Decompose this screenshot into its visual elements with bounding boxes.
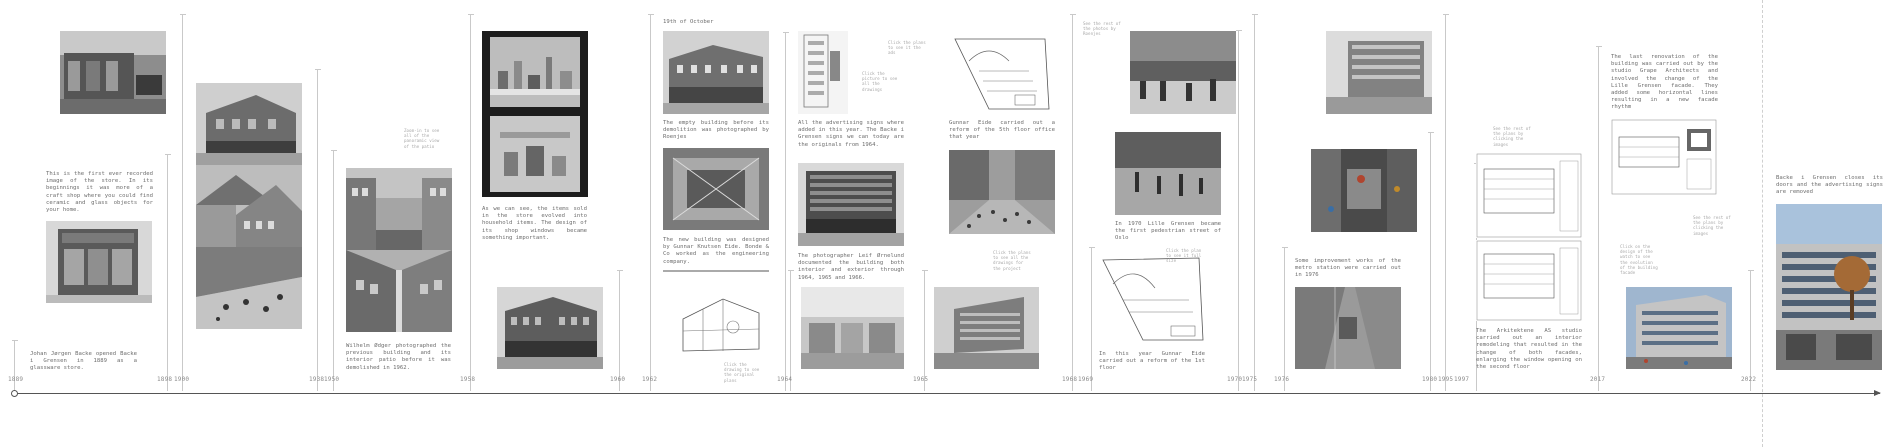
photo-corner-building-1960[interactable]: [497, 287, 603, 369]
year-marker-1969: [1091, 247, 1092, 391]
event-text-1964-photographer: The photographer Leif Ørnelund documented the building both interior and exterior through 1964, 1965 and 1966.: [798, 253, 904, 281]
photo-building-1964[interactable]: [798, 163, 904, 246]
photo-pedestrian-street-1970[interactable]: [1115, 132, 1221, 215]
year-label: 1976: [1274, 376, 1290, 383]
event-text-1964-signs: All the advertising signs where added in this year. The Backe i Grensen signs we can today are the originals from 1964.: [798, 120, 904, 148]
event-note-1950[interactable]: Zoom-in to see all of the panoramic view of the patio: [404, 128, 440, 149]
event-date-1962: 19th of October: [663, 19, 714, 25]
year-marker-1962: [650, 14, 651, 391]
year-label: 1997: [1454, 376, 1470, 383]
year-marker-2022: [1750, 270, 1751, 391]
year-label: 1960: [610, 376, 626, 383]
year-label: 2022: [1741, 376, 1757, 383]
photo-construction-1962[interactable]: [663, 148, 769, 230]
year-label: 1950: [324, 376, 340, 383]
drawing-floor-plan-1965[interactable]: [949, 31, 1055, 114]
event-note-1968[interactable]: See the rest of the photos by Roenjes: [1083, 21, 1121, 37]
event-note-2017-plans[interactable]: See the rest of the plans by clicking the images: [1693, 215, 1731, 236]
year-marker-1950: [333, 150, 334, 391]
timeline-axis: [14, 393, 1880, 394]
year-marker-1995: [1445, 14, 1446, 391]
event-text-1962-design: The new building was designed by Gunnar Knutsen Eide. Bonde & Co worked as the engineering company.: [663, 237, 769, 265]
photo-storefront-1889[interactable]: [46, 221, 152, 303]
event-text-1889: Johan Jørgen Backe opened Backe i Grensen in 1889 as a glassware store.: [30, 351, 137, 372]
year-marker-1976: [1284, 247, 1285, 391]
year-label: 1958: [460, 376, 476, 383]
year-label: 1964: [777, 376, 793, 383]
event-note-1962[interactable]: Click the drawing to see the original plans: [724, 362, 760, 383]
photo-empty-building-1962[interactable]: [663, 31, 769, 114]
year-marker-1964: [790, 270, 791, 391]
photo-building-1966[interactable]: [934, 287, 1039, 369]
drawing-floor-plan-1969[interactable]: [1099, 254, 1205, 344]
event-text-1898: This is the first ever recorded image of the store. In its beginnings it was more of a craft shop where you could find ceramic and glass objects for your home.: [46, 171, 153, 214]
event-text-1969-floor: In this year Gunnar Eide carried out a reform of the 1st floor: [1099, 351, 1205, 372]
event-text-2022: Backe i Grensen closes its doors and the advertising signs are removed: [1776, 175, 1883, 196]
photo-street-crowd-1965[interactable]: [949, 150, 1055, 234]
timeline-arrow-icon: [1874, 390, 1881, 396]
drawing-elevation-1997b[interactable]: [1476, 240, 1582, 321]
timeline-start-dot: [11, 390, 18, 397]
event-text-1950: Wilhelm Ødger photographed the previous building and its interior patio before it was demolished in 1962.: [346, 343, 451, 371]
event-text-2017: The last renovation of the building was carried out by the studio Grape Architects and involved the change of the Lille Grensen facade. They added some horizontal lines resulting in a new facade rhythm: [1611, 54, 1718, 111]
year-label: 1938: [309, 376, 325, 383]
event-text-1962-demolition: The empty building before its demolition was photographed by Roenjes: [663, 120, 769, 141]
event-note-1964-plans[interactable]: Click the plans to see it the ads: [888, 40, 926, 56]
year-marker-1962b: [785, 32, 786, 391]
year-marker-1889: [14, 340, 15, 391]
event-note-2017-watch[interactable]: Click on the design of the watch to see the evolution of the building facade: [1620, 244, 1658, 276]
photo-building-2017[interactable]: [1626, 287, 1732, 369]
year-label: 1962: [642, 376, 658, 383]
event-note-1964-picture[interactable]: Click the picture to see all the drawings: [862, 71, 898, 92]
year-label: 1980: [1422, 376, 1438, 383]
year-label: 1965: [913, 376, 929, 383]
photo-patio-1950a[interactable]: [346, 168, 452, 250]
photo-storefront-1898[interactable]: [60, 31, 166, 114]
year-label: 1975: [1242, 376, 1258, 383]
event-note-1965[interactable]: Click the plans to see all the drawings for the project: [993, 250, 1031, 271]
event-text-1965: Gunnar Eide carried out a reform of the 5th floor office that year: [949, 120, 1055, 141]
year-marker-1975: [1254, 14, 1255, 391]
event-text-1969: In 1970 Lille Grensen became the first pedestrian street of Oslo: [1115, 221, 1221, 242]
drawing-facade-1964[interactable]: [798, 31, 848, 114]
event-text-1997: The Arkitektene AS studio carried out an interior remodeling that resulted in the change of both facades, enlarging the window opening on the second floor: [1476, 328, 1582, 371]
year-marker-1958: [470, 14, 471, 391]
photo-street-corner-1900a[interactable]: [196, 83, 302, 165]
year-label: 1968: [1062, 376, 1078, 383]
photo-patio-1950b[interactable]: [346, 250, 452, 332]
present-divider: [1762, 0, 1763, 447]
year-marker-1898: [167, 154, 168, 391]
photo-shop-window-1958a[interactable]: [482, 31, 588, 112]
drawing-sketch-1962[interactable]: [663, 269, 769, 369]
year-label: 2017: [1590, 376, 1606, 383]
photo-metro-works-1976[interactable]: [1295, 287, 1401, 369]
event-note-1997[interactable]: See the rest of the plans by clicking the images: [1493, 126, 1531, 147]
year-marker-2017: [1598, 46, 1599, 391]
event-text-1958: As we can see, the items sold in the store evolved into household items. The design of its shop windows became something important.: [482, 206, 587, 241]
photo-interior-1964[interactable]: [801, 287, 904, 369]
event-note-1969[interactable]: Click the plan to see it full size: [1166, 248, 1202, 264]
drawing-elevation-1997a[interactable]: [1476, 153, 1582, 238]
year-marker-1960: [619, 270, 620, 391]
drawing-plan-2017[interactable]: [1611, 119, 1717, 195]
year-label: 1900: [174, 376, 190, 383]
photo-building-1975[interactable]: [1326, 31, 1432, 114]
year-marker-1980: [1430, 132, 1431, 391]
year-label: 1970: [1227, 376, 1243, 383]
year-marker-1970: [1238, 30, 1239, 391]
photo-rooftop-view-1900[interactable]: [196, 165, 302, 247]
year-marker-1965: [924, 270, 925, 391]
photo-shop-window-1958b[interactable]: [482, 112, 588, 197]
photo-street-1968[interactable]: [1130, 31, 1236, 114]
photo-street-night-1976[interactable]: [1311, 149, 1417, 232]
year-marker-1938: [317, 69, 318, 391]
photo-street-aerial-1900[interactable]: [196, 247, 302, 329]
photo-building-2022[interactable]: [1776, 204, 1882, 370]
event-text-1976: Some improvement works of the metro station were carried out in 1976: [1295, 258, 1401, 279]
year-label: 1889: [8, 376, 24, 383]
year-label: 1969: [1078, 376, 1094, 383]
year-marker-1900: [182, 14, 183, 391]
year-marker-1968: [1072, 14, 1073, 391]
year-label: 1898: [157, 376, 173, 383]
year-label: 1995: [1438, 376, 1454, 383]
